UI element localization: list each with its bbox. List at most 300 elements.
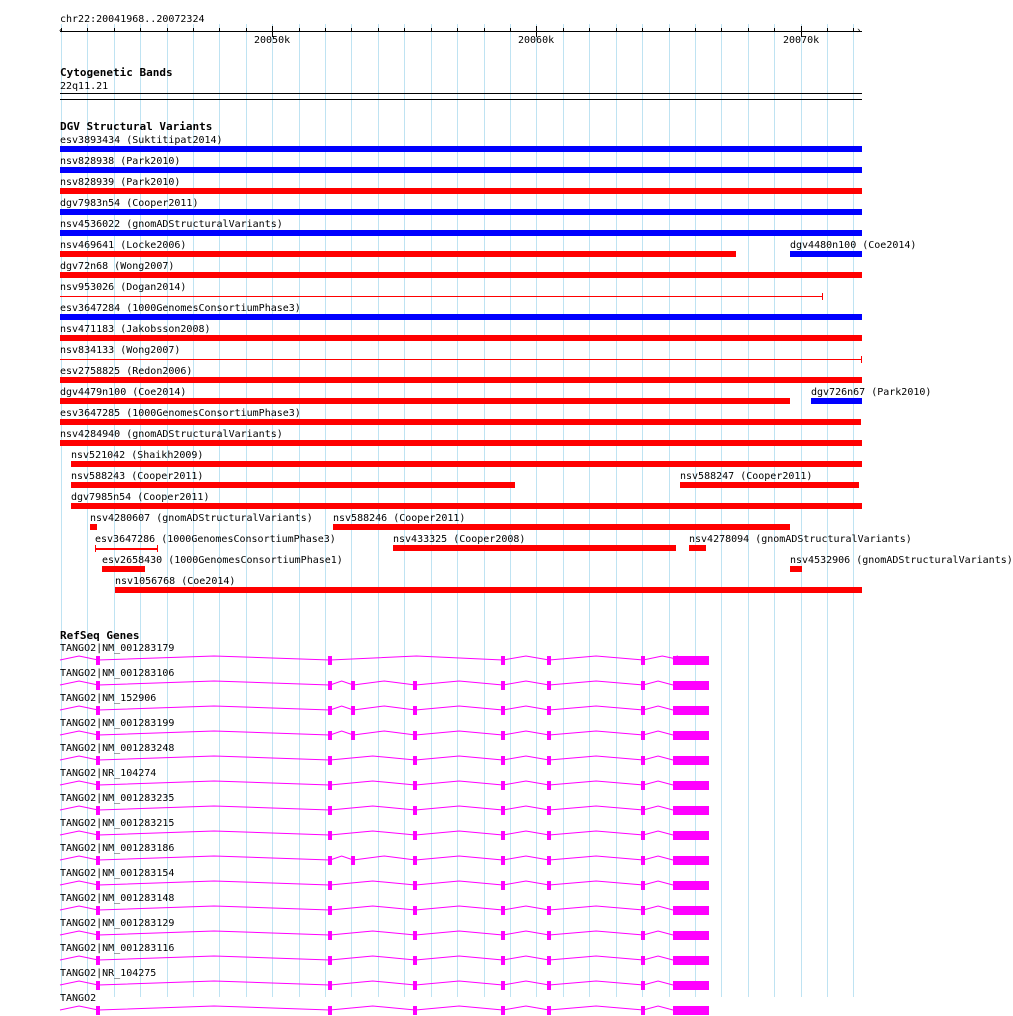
gene-model[interactable] [0,802,890,816]
gene-label[interactable]: TANGO2|NM_001283248 [60,743,175,754]
exon-block [547,856,551,865]
intron-line [503,706,549,710]
ruler-minor-tick [114,28,115,32]
exon-block [96,706,100,715]
dgv-feature-label[interactable]: nsv1056768 (Coe2014) [115,576,236,587]
intron-line [549,881,643,885]
dgv-feature-bar[interactable] [60,335,862,341]
intron-line [549,906,643,910]
exon-block [328,1006,332,1015]
intron-line [643,931,673,935]
dgv-feature-label[interactable]: esv3893434 (Suktitipat2014) [60,135,223,146]
dgv-feature-label[interactable]: nsv828939 (Park2010) [60,177,181,188]
ruler-minor-tick [246,28,247,32]
intron-line [60,731,98,735]
dgv-feature-bar[interactable] [60,146,862,152]
exon-block [547,956,551,965]
exon-block [328,756,332,765]
exon-block [96,981,100,990]
intron-line [415,956,502,960]
ruler-minor-tick [219,28,220,32]
exon-block [547,681,551,690]
dgv-feature-bar[interactable] [71,461,862,467]
gene-label[interactable]: TANGO2|NM_001283215 [60,818,175,829]
terminal-exon-block [673,956,709,965]
ruler-minor-tick [801,28,802,32]
exon-block [547,656,551,665]
ruler-minor-tick [457,28,458,32]
ruler-minor-tick [853,28,854,32]
intron-line [549,706,643,710]
intron-line [353,706,415,710]
exon-block [501,681,505,690]
exon-block [96,681,100,690]
intron-line [415,981,502,985]
exon-block [413,981,417,990]
intron-line [643,731,673,735]
gene-label[interactable]: TANGO2|NM_001283116 [60,943,175,954]
dgv-feature-label[interactable]: nsv588243 (Cooper2011) [71,471,204,482]
dgv-feature-bar[interactable] [60,296,823,297]
intron-line [415,781,502,785]
intron-line [549,656,643,660]
ruler-minor-tick [167,28,168,32]
dgv-feature-label[interactable]: dgv7985n54 (Cooper2011) [71,492,210,503]
intron-line [353,856,415,860]
intron-line [415,831,502,835]
intron-line [549,1006,643,1010]
exon-block [501,706,505,715]
intron-line [60,656,98,660]
exon-block [413,681,417,690]
intron-line [415,731,502,735]
exon-block [641,806,645,815]
ruler-minor-tick [510,28,511,32]
intron-line [503,956,549,960]
exon-block [641,681,645,690]
intron-line [60,756,98,760]
gene-model[interactable] [0,952,890,966]
exon-block [641,731,645,740]
location-label: chr22:20041968..20072324 [60,14,205,25]
ruler-minor-tick [193,28,194,32]
dgv-feature-label[interactable]: nsv521042 (Shaikh2009) [71,450,204,461]
exon-block [641,706,645,715]
exon-block [501,781,505,790]
exon-block [547,731,551,740]
terminal-exon-block [673,756,709,765]
intron-line [415,706,502,710]
intron-line [330,731,353,735]
dgv-feature-bar[interactable] [95,548,158,550]
intron-line [98,981,330,985]
dgv-feature-label[interactable]: esv2658430 (1000GenomesConsortiumPhase1) [102,555,343,566]
exon-block [641,881,645,890]
intron-line [98,881,330,885]
ruler-arrow-left-icon: ‹ [58,26,64,36]
exon-block [547,906,551,915]
intron-line [549,981,643,985]
dgv-feature-label[interactable]: nsv4280607 (gnomADStructuralVariants) [90,513,313,524]
dgv-feature-bar[interactable] [60,230,862,236]
dgv-feature-label[interactable]: nsv4532906 (gnomADStructuralVariants) [790,555,1013,566]
intron-line [415,1006,502,1010]
intron-line [503,806,549,810]
ruler-minor-tick [642,28,643,32]
exon-block [501,656,505,665]
intron-line [98,681,330,685]
ruler-minor-tick [87,28,88,32]
gene-model[interactable] [0,977,890,991]
dgv-feature-end-cap [95,545,96,552]
exon-block [501,906,505,915]
exon-block [96,781,100,790]
intron-line [503,981,549,985]
terminal-exon-block [673,856,709,865]
dgv-feature-label[interactable]: esv3647285 (1000GenomesConsortiumPhase3) [60,408,301,419]
exon-block [351,681,355,690]
gene-model[interactable] [0,902,890,916]
exon-block [501,1006,505,1015]
intron-line [415,806,502,810]
ruler-minor-tick [774,28,775,32]
exon-block [501,831,505,840]
exon-block [641,981,645,990]
track-title-cytobands: Cytogenetic Bands [60,66,173,79]
exon-block [641,756,645,765]
intron-line [98,656,330,660]
intron-line [549,681,643,685]
gene-label[interactable]: TANGO2|NM_001283154 [60,868,175,879]
intron-line [60,706,98,710]
intron-line [330,831,415,835]
dgv-feature-bar[interactable] [60,167,862,173]
dgv-feature-bar[interactable] [60,398,790,404]
intron-line [60,981,98,985]
cytoband-line-bottom [60,99,862,100]
intron-line [549,856,643,860]
intron-line [330,781,415,785]
dgv-feature-label[interactable]: nsv469641 (Locke2006) [60,240,187,251]
dgv-feature-label[interactable]: dgv4480n100 (Coe2014) [790,240,917,251]
exon-block [413,956,417,965]
gene-label[interactable]: TANGO2|NM_152906 [60,693,157,704]
intron-line [503,681,549,685]
exon-block [547,981,551,990]
intron-line [330,881,415,885]
intron-line [60,906,98,910]
terminal-exon-block [673,781,709,790]
exon-block [351,731,355,740]
exon-block [413,756,417,765]
intron-line [503,781,549,785]
dgv-feature-bar[interactable] [60,272,862,278]
track-title-refseq: RefSeq Genes [60,629,140,642]
exon-block [413,856,417,865]
exon-block [547,931,551,940]
intron-line [60,931,98,935]
gene-label[interactable]: TANGO2|NM_001283235 [60,793,175,804]
dgv-feature-bar[interactable] [60,377,862,383]
ruler-tick-label: 20050k [254,35,291,46]
gene-label[interactable]: TANGO2|NR_104275 [60,968,157,979]
terminal-exon-block [673,881,709,890]
gene-model[interactable] [0,777,890,791]
exon-block [413,931,417,940]
exon-block [501,956,505,965]
intron-line [60,781,98,785]
intron-line [353,731,415,735]
terminal-exon-block [673,931,709,940]
dgv-feature-label[interactable]: nsv953026 (Dogan2014) [60,282,187,293]
dgv-feature-bar[interactable] [60,314,862,320]
exon-block [96,956,100,965]
dgv-feature-label[interactable]: nsv834133 (Wong2007) [60,345,181,356]
intron-line [549,731,643,735]
intron-line [503,931,549,935]
intron-line [330,931,415,935]
exon-block [96,881,100,890]
dgv-feature-bar[interactable] [680,482,859,488]
intron-line [643,981,673,985]
intron-line [503,656,549,660]
gene-label[interactable]: TANGO2|NM_001283106 [60,668,175,679]
ruler-minor-tick [351,28,352,32]
gene-model[interactable] [0,752,890,766]
dgv-feature-bar[interactable] [333,524,790,530]
dgv-feature-label[interactable]: esv2758825 (Redon2006) [60,366,193,377]
intron-line [330,756,415,760]
intron-line [549,956,643,960]
intron-line [415,856,502,860]
exon-block [413,806,417,815]
exon-block [641,906,645,915]
dgv-feature-bar[interactable] [60,188,862,194]
dgv-feature-label[interactable]: nsv4536022 (gnomADStructuralVariants) [60,219,283,230]
exon-block [501,731,505,740]
dgv-feature-bar[interactable] [689,545,706,551]
exon-block [413,881,417,890]
dgv-feature-label[interactable]: nsv828938 (Park2010) [60,156,181,167]
dgv-feature-label[interactable]: nsv4284940 (gnomADStructuralVariants) [60,429,283,440]
intron-line [503,906,549,910]
intron-line [503,856,549,860]
exon-block [413,706,417,715]
dgv-feature-bar[interactable] [102,566,145,572]
dgv-feature-label[interactable]: esv3647284 (1000GenomesConsortiumPhase3) [60,303,301,314]
gene-model[interactable] [0,702,890,716]
gene-label[interactable]: TANGO2|NM_001283129 [60,918,175,929]
dgv-feature-label[interactable]: nsv471183 (Jakobsson2008) [60,324,211,335]
gene-model[interactable] [0,652,890,666]
exon-block [96,806,100,815]
intron-line [98,1006,330,1010]
ruler-minor-tick [563,28,564,32]
intron-line [643,1006,673,1010]
gene-model[interactable] [0,677,890,691]
dgv-feature-bar[interactable] [790,251,862,257]
dgv-feature-bar[interactable] [811,398,862,404]
terminal-exon-block [673,906,709,915]
ruler-minor-tick [536,28,537,32]
intron-line [330,681,353,685]
terminal-exon-block [673,1006,709,1015]
dgv-feature-bar[interactable] [60,209,862,215]
exon-block [328,931,332,940]
intron-line [330,806,415,810]
dgv-feature-bar[interactable] [790,566,802,572]
ruler-minor-tick [404,28,405,32]
intron-line [98,856,330,860]
dgv-feature-label[interactable]: esv3647286 (1000GenomesConsortiumPhase3) [95,534,336,545]
gene-model[interactable] [0,1002,890,1016]
intron-line [98,731,330,735]
exon-block [641,856,645,865]
intron-line [503,731,549,735]
ruler-minor-tick [272,28,273,32]
ruler-minor-tick [140,28,141,32]
terminal-exon-block [673,981,709,990]
exon-block [351,706,355,715]
exon-block [641,1006,645,1015]
dgv-feature-label[interactable]: nsv588246 (Cooper2011) [333,513,466,524]
exon-block [328,706,332,715]
ruler-arrow-right-icon: › [856,26,862,36]
dgv-feature-label[interactable]: nsv433325 (Cooper2008) [393,534,526,545]
ruler-minor-tick [299,28,300,32]
terminal-exon-block [673,831,709,840]
intron-line [643,681,673,685]
dgv-feature-label[interactable]: dgv7983n54 (Cooper2011) [60,198,199,209]
intron-line [643,706,673,710]
intron-line [330,981,415,985]
cytoband-line-top [60,93,862,94]
exon-block [328,856,332,865]
dgv-feature-bar[interactable] [90,524,97,530]
gene-model[interactable] [0,827,890,841]
intron-line [643,806,673,810]
dgv-feature-bar[interactable] [393,545,676,551]
dgv-feature-label[interactable]: nsv4278094 (gnomADStructuralVariants) [689,534,912,545]
exon-block [328,731,332,740]
dgv-feature-label[interactable]: dgv726n67 (Park2010) [811,387,932,398]
dgv-feature-label[interactable]: nsv588247 (Cooper2011) [680,471,813,482]
exon-block [547,706,551,715]
exon-block [328,881,332,890]
intron-line [503,1006,549,1010]
exon-block [328,981,332,990]
intron-line [60,806,98,810]
ruler-minor-tick [695,28,696,32]
dgv-feature-bar[interactable] [115,587,862,593]
intron-line [643,756,673,760]
dgv-feature-bar[interactable] [60,251,736,257]
intron-line [98,806,330,810]
exon-block [547,881,551,890]
exon-block [501,981,505,990]
exon-block [328,906,332,915]
intron-line [549,756,643,760]
intron-line [643,831,673,835]
gene-model[interactable] [0,852,890,866]
intron-line [330,956,415,960]
gene-label[interactable]: TANGO2|NR_104274 [60,768,157,779]
exon-block [413,781,417,790]
exon-block [641,831,645,840]
dgv-feature-label[interactable]: dgv72n68 (Wong2007) [60,261,175,272]
gene-label[interactable]: TANGO2|NM_001283199 [60,718,175,729]
ruler-tick-label: 20060k [518,35,555,46]
gene-model[interactable] [0,877,890,891]
exon-block [413,831,417,840]
exon-block [547,756,551,765]
exon-block [96,656,100,665]
exon-block [641,781,645,790]
intron-line [60,881,98,885]
terminal-exon-block [673,806,709,815]
exon-block [96,831,100,840]
dgv-feature-bar[interactable] [60,440,862,446]
dgv-feature-bar[interactable] [71,503,862,509]
intron-line [549,931,643,935]
ruler-minor-tick [616,28,617,32]
dgv-feature-bar[interactable] [60,359,862,360]
dgv-feature-label[interactable]: dgv4479n100 (Coe2014) [60,387,187,398]
intron-line [330,656,503,660]
intron-line [98,931,330,935]
cytoband-label: 22q11.21 [60,81,109,92]
gene-label[interactable]: TANGO2|NM_001283148 [60,893,175,904]
exon-block [501,881,505,890]
dgv-feature-bar[interactable] [60,419,861,425]
track-title-dgv: DGV Structural Variants [60,120,213,133]
intron-line [549,781,643,785]
exon-block [96,756,100,765]
ruler-tick-label: 20070k [783,35,820,46]
intron-line [549,806,643,810]
terminal-exon-block [673,681,709,690]
intron-line [60,956,98,960]
exon-block [547,781,551,790]
gene-model[interactable] [0,727,890,741]
dgv-feature-end-cap [822,293,823,300]
exon-block [641,931,645,940]
ruler-minor-tick [827,28,828,32]
exon-block [641,956,645,965]
intron-line [415,906,502,910]
intron-line [60,1006,98,1010]
intron-line [98,706,330,710]
intron-line [643,881,673,885]
dgv-feature-bar[interactable] [71,482,515,488]
exon-block [96,931,100,940]
intron-line [98,781,330,785]
terminal-exon-block [673,656,709,665]
gene-label[interactable]: TANGO2|NM_001283186 [60,843,175,854]
intron-line [353,681,415,685]
ruler-minor-tick [431,28,432,32]
exon-block [547,831,551,840]
intron-line [643,781,673,785]
gene-label[interactable]: TANGO2 [60,993,97,1004]
intron-line [60,856,98,860]
exon-block [328,806,332,815]
exon-block [547,1006,551,1015]
dgv-feature-end-cap [861,356,862,363]
gene-label[interactable]: TANGO2|NM_001283179 [60,643,175,654]
intron-line [98,906,330,910]
gene-model[interactable] [0,927,890,941]
